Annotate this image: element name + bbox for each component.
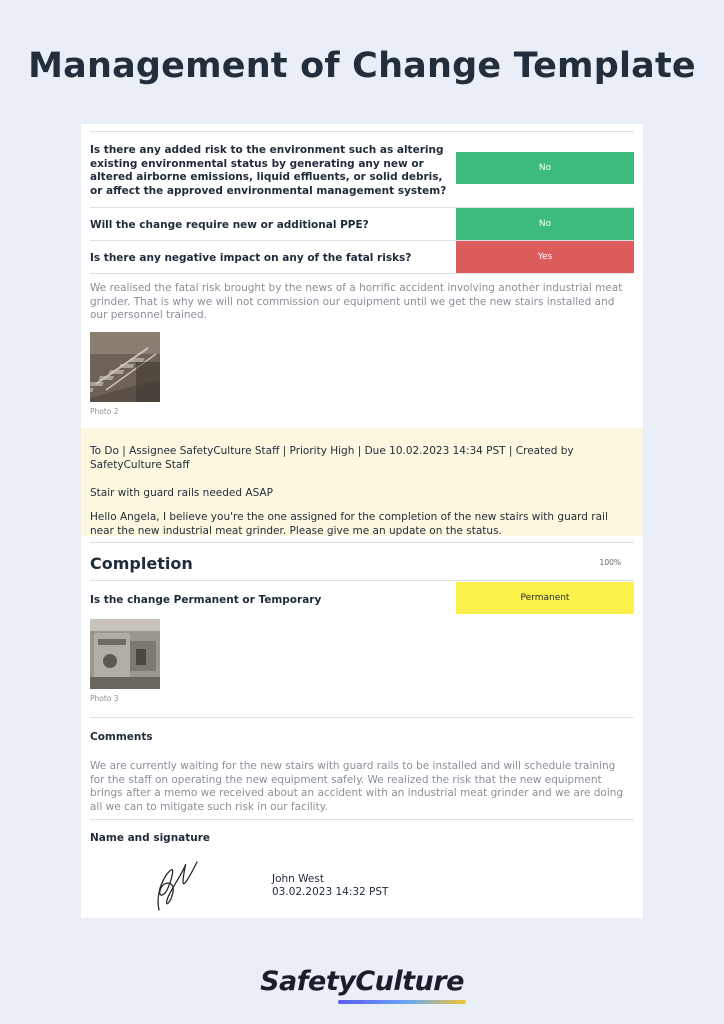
divider (90, 819, 634, 820)
signature-label: Name and signature (90, 832, 211, 844)
question-fatal-risks: Is there any negative impact on any of the fatal risks? (90, 252, 412, 264)
safetyculture-logo: SafetyCulture (260, 966, 464, 997)
question-ppe: Will the change require new or additional PPE? (90, 219, 369, 231)
section-title-completion: Completion (90, 554, 193, 573)
answer-ppe[interactable]: No (456, 208, 634, 240)
fatal-risk-note: We realised the fatal risk brought by the news of a horrific accident involving another industrial meat grinder. That is why we will not commission our equipment until we get the new stairs installed and our personnel trained. (90, 282, 623, 322)
question-permanent-temporary: Is the change Permanent or Temporary (90, 594, 322, 606)
report-document (81, 124, 643, 918)
answer-fatal-risks[interactable]: Yes (456, 241, 634, 273)
todo-meta: To Do | Assignee SafetyCulture Staff | Priority High | Due 10.02.2023 14:34 PST | Created by SafetyCulture Staff (90, 445, 574, 471)
divider (90, 131, 634, 132)
photo-2-stairs[interactable] (90, 332, 160, 402)
divider (90, 580, 634, 581)
page-title: Management of Change Template (28, 46, 696, 86)
todo-title: Stair with guard rails needed ASAP (90, 487, 273, 499)
photo-3-meat-grinder[interactable] (90, 619, 160, 689)
question-environment-risk: Is there any added risk to the environment such as altering existing environmental status by generating any new or altered airborne emissions, liquid effluents, or solid debris, or affect the approved environmental management system? (90, 144, 447, 197)
answer-permanent-temporary[interactable]: Permanent (456, 582, 634, 614)
divider (90, 273, 634, 274)
photo-2-caption: Photo 2 (90, 407, 119, 416)
signer-name: John West (272, 873, 324, 885)
meat-grinder-image (90, 619, 160, 689)
comments-label: Comments (90, 731, 153, 743)
answer-environment-risk[interactable]: No (456, 152, 634, 184)
logo-underline (338, 1000, 466, 1004)
divider (90, 717, 634, 718)
todo-body: Hello Angela, I believe you're the one assigned for the completion of the new stairs with guard rail near the new industrial meat grinder. Please give me an update on the status. (90, 511, 608, 537)
signature-date: 03.02.2023 14:32 PST (272, 886, 389, 898)
todo-action[interactable] (81, 428, 643, 536)
stairs-image (90, 332, 160, 402)
comments-text: We are currently waiting for the new stairs with guard rails to be installed and will schedule training for the staff on operating the new equipment safely. We realized the risk that the new equipment brings after a memo we received about an accident with an industrial meat grinder and we are doing all we can to mitigate such risk in our facility. (90, 760, 624, 813)
completion-percent: 100% (599, 558, 621, 567)
handwritten-signature (141, 852, 221, 918)
photo-3-caption: Photo 3 (90, 694, 119, 703)
divider (90, 542, 634, 543)
